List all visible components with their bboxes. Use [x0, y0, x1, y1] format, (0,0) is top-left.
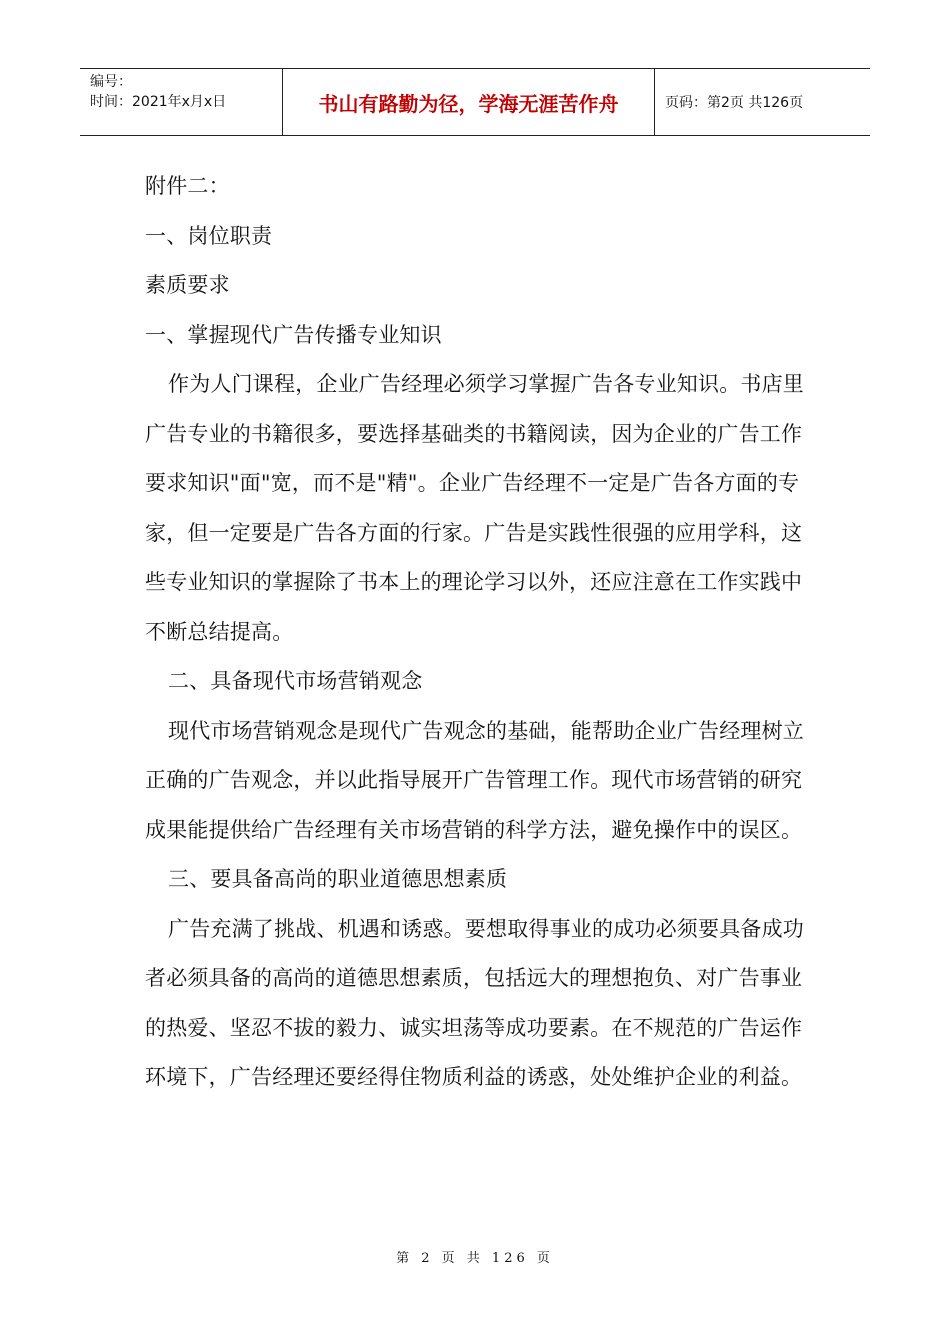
date-line: 时间：2021年x月x日: [90, 94, 227, 110]
document-body: [145, 162, 810, 1103]
section2-paragraph: 现代市场营销观念是现代广告观念的基础，能帮助企业广告经理树立正确的广告观念，并以此指导展开广告管理工作。现代市场营销的研究成果能提供给广告经理有关市场营销的科学方法，避免操作中的误区。: [145, 718, 804, 842]
header-meta: [80, 69, 283, 135]
heading-duties: 一、岗位职责: [145, 223, 273, 248]
serial-label: 编号：: [90, 74, 132, 90]
section3-paragraph: 广告充满了挑战、机遇和诱惑。要想取得事业的成功必须要具备成功者必须具备的高尚的道德思想素质，包括远大的理想抱负、对广告事业的热爱、坚忍不拔的毅力、诚实坦荡等成功要素。在不规范的广告运作环境下，广告经理还要经得住物质利益的诱惑，处处维护企业的利益。: [145, 916, 804, 1089]
page-footer: 第 2 页 共 126 页: [396, 1251, 554, 1266]
heading-quality: 素质要求: [145, 273, 230, 297]
header-motto: 书山有路勤为径，学海无涯苦作舟: [283, 69, 655, 135]
section1-title: 一、掌握现代广告传播专业知识: [145, 322, 442, 347]
section3-title: 三、要具备高尚的职业道德思想素质: [168, 867, 508, 891]
annex-label: 附件二：: [145, 174, 230, 198]
page-header: [80, 68, 870, 136]
section1-paragraph: 作为人门课程，企业广告经理必须学习掌握广告各专业知识。书店里广告专业的书籍很多，要选择基础类的书籍阅读，因为企业的广告工作要求知识"面"宽，而不是"精"。企业广告经理不一定是广告各方面的专家，但一定要是广告各方面的行家。广告是实践性很强的应用学科，这些专业知识的掌握除了书本上的理论学习以外，还应注意在工作实践中不断总结提高。: [145, 372, 804, 644]
section2-title: 二、具备现代市场营销观念: [168, 669, 423, 693]
header-page-info: 页码：第2页 共126页: [665, 95, 804, 111]
